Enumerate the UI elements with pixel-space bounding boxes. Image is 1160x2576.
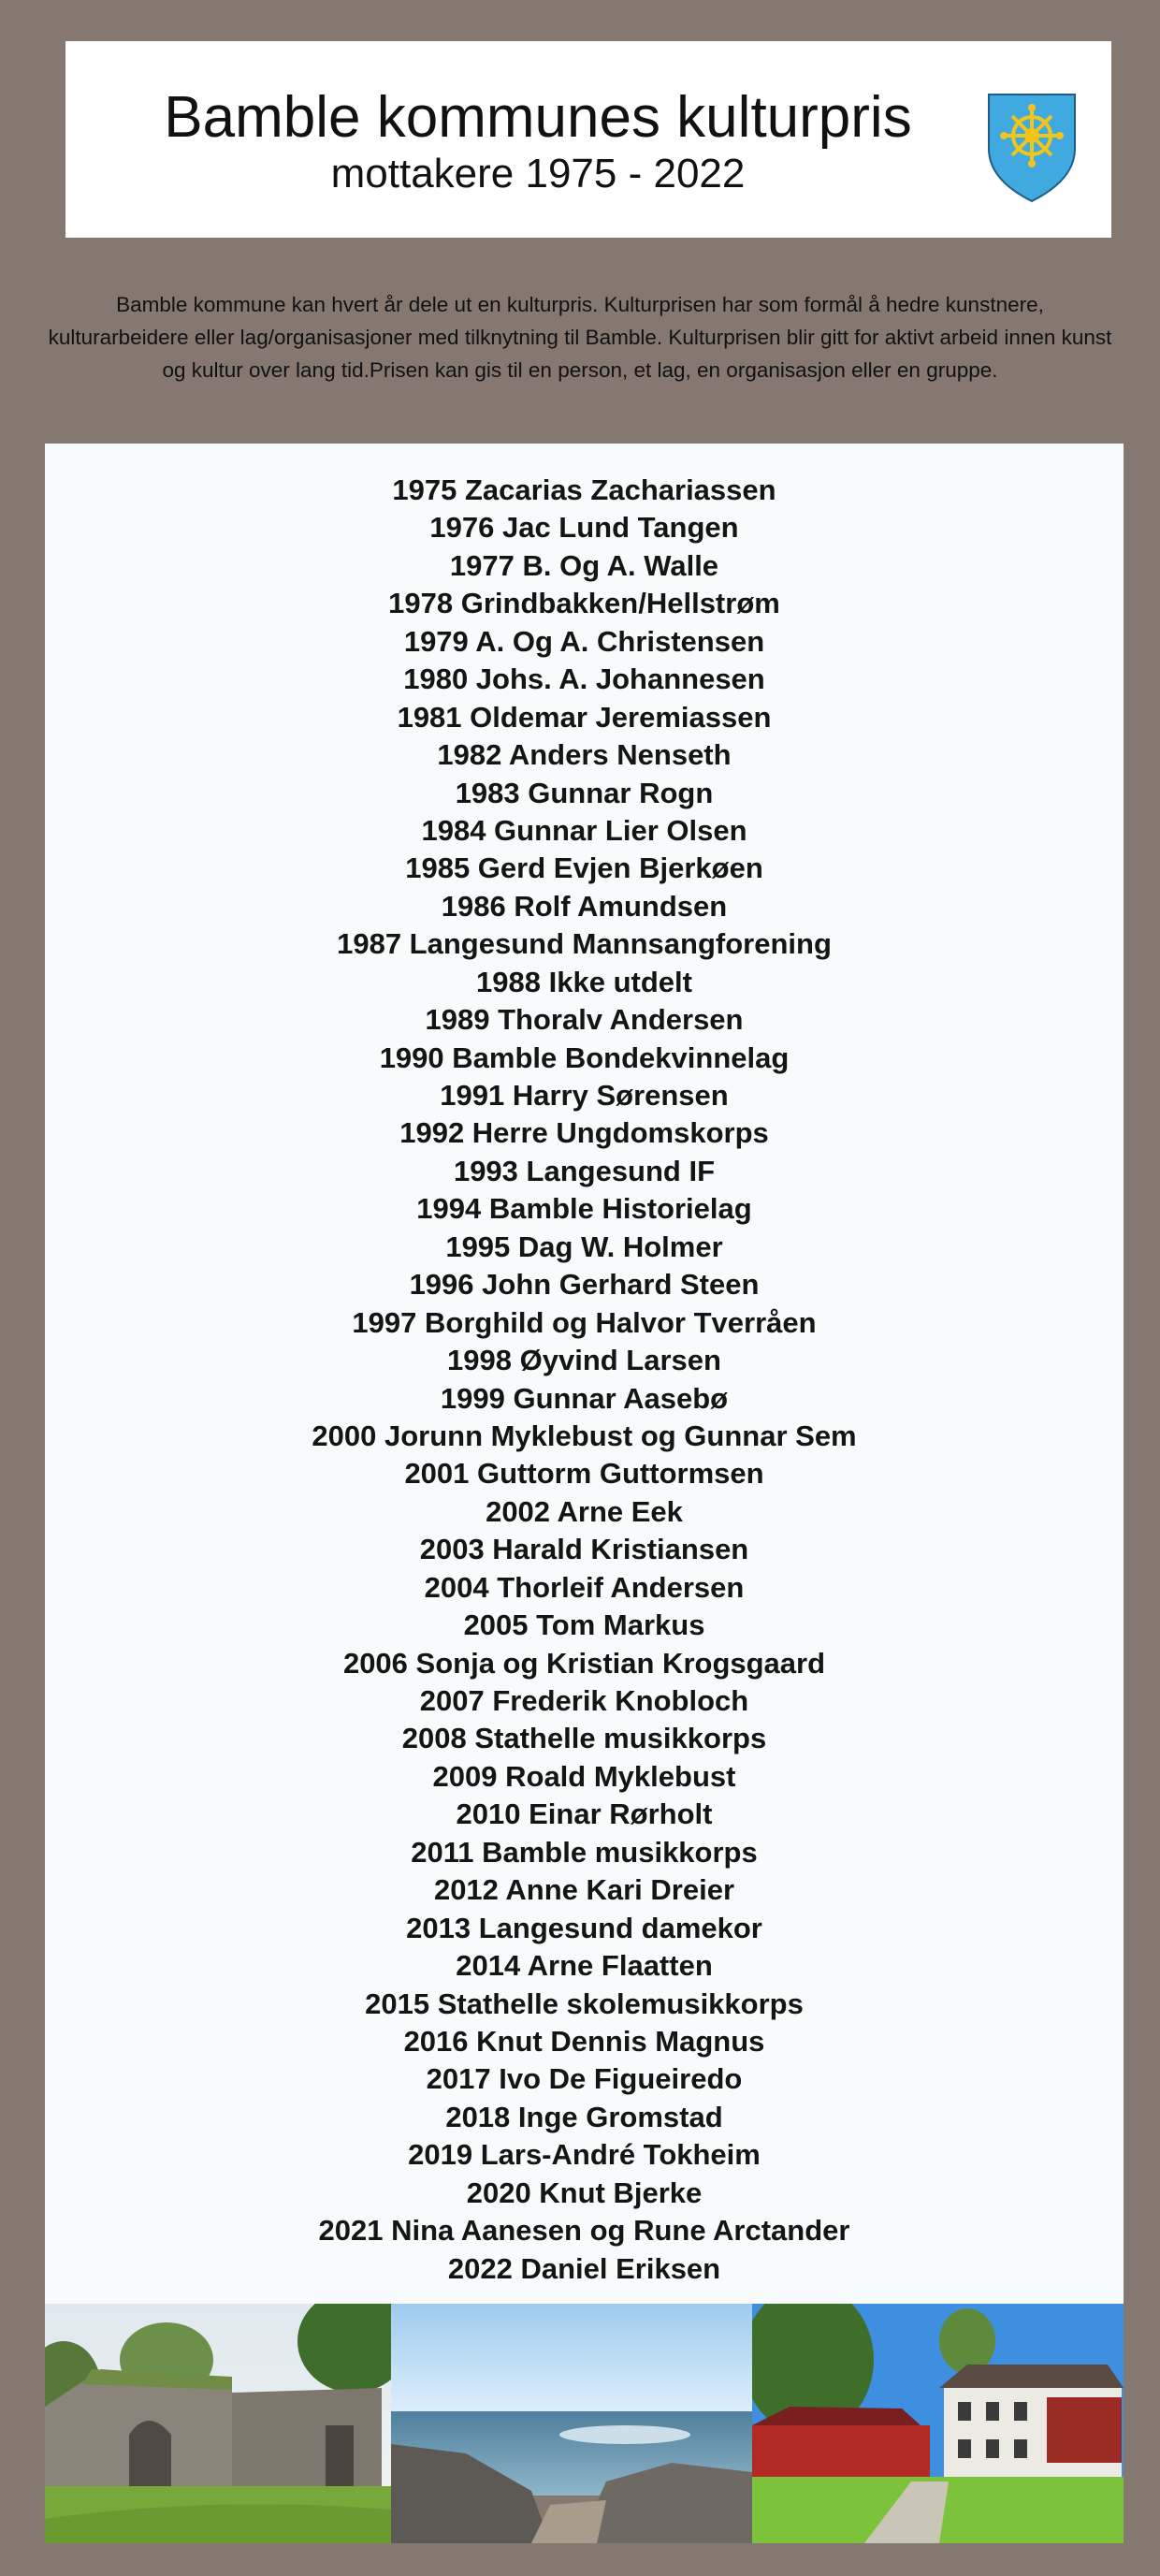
recipient-item: 1995 Dag W. Holmer: [445, 1230, 723, 1263]
recipient-item: 2010 Einar Rørholt: [456, 1797, 713, 1831]
recipient-item: 2004 Thorleif Andersen: [424, 1570, 745, 1604]
recipient-item: 2011 Bamble musikkorps: [411, 1835, 758, 1869]
recipient-item: 2006 Sonja og Kristian Krogsgaard: [342, 1646, 826, 1680]
recipient-item: 2003 Harald Kristiansen: [419, 1533, 749, 1566]
recipient-item: 2013 Langesund damekor: [406, 1911, 762, 1944]
header-card: [65, 41, 1111, 238]
recipient-item: 2007 Frederik Knobloch: [419, 1684, 749, 1717]
recipient-item: 2014 Arne Flaatten: [456, 1949, 713, 1983]
stone-ruin-photo: [45, 2304, 391, 2543]
recipients-panel: [45, 444, 1124, 2306]
recipient-item: 1990 Bamble Bondekvinnelag: [379, 1041, 790, 1074]
recipient-item: 1981 Oldemar Jeremiassen: [397, 700, 772, 734]
recipient-item: 2009 Roald Myklebust: [432, 1759, 736, 1793]
recipient-item: 1994 Bamble Historielag: [416, 1192, 752, 1226]
photo-strip: [45, 2304, 1124, 2543]
recipient-item: 1980 Johs. A. Johannesen: [403, 662, 765, 696]
recipient-item: 2002 Arne Eek: [486, 1494, 683, 1528]
intro-text: Bamble kommune kan hvert år dele ut en kulturpris. Kulturprisen har som formål å hedre kunstnere, kulturarbeidere eller lag/organisasjoner med tilknytning til Bamble. Kulturprisen blir gitt for aktivt arbeid innen kunst og kultur over lang tid.Prisen kan gis til en person, et lag, en organisasjon eller en gruppe.: [48, 293, 1112, 382]
recipient-item: 1978 Grindbakken/Hellstrøm: [388, 587, 780, 620]
recipient-item: 1986 Rolf Amundsen: [441, 889, 728, 923]
recipient-item: 1985 Gerd Evjen Bjerkøen: [405, 851, 763, 885]
recipient-item: 1982 Anders Nenseth: [437, 738, 732, 772]
recipient-item: 1977 B. Og A. Walle: [449, 548, 719, 582]
recipient-item: 2022 Daniel Eriksen: [447, 2251, 721, 2285]
recipient-item: 1993 Langesund IF: [453, 1154, 716, 1187]
coat-of-arms-icon: [987, 93, 1077, 203]
recipient-item: 2021 Nina Aanesen og Rune Arctander: [318, 2214, 850, 2248]
recipient-item: 2012 Anne Kari Dreier: [433, 1873, 735, 1907]
coastline-photo: [391, 2304, 752, 2543]
recipient-item: 2016 Knut Dennis Magnus: [403, 2024, 765, 2058]
recipient-item: 1996 John Gerhard Steen: [409, 1268, 760, 1302]
recipient-item: 2001 Guttorm Guttormsen: [404, 1457, 764, 1491]
recipient-item: 2000 Jorunn Myklebust og Gunnar Sem: [312, 1419, 857, 1452]
farmhouse-photo: [752, 2304, 1124, 2543]
recipient-item: 2018 Inge Gromstad: [445, 2100, 723, 2133]
page-title: Bamble kommunes kulturpris: [164, 85, 912, 150]
recipient-item: 2019 Lars-André Tokheim: [408, 2138, 761, 2172]
recipient-item: 2005 Tom Markus: [463, 1608, 705, 1642]
recipient-item: 1976 Jac Lund Tangen: [429, 511, 739, 545]
recipient-list: [45, 472, 1124, 2288]
recipient-item: 1991 Harry Sørensen: [440, 1079, 729, 1112]
recipient-item: 2015 Stathelle skolemusikkorps: [365, 1987, 804, 2020]
recipient-item: 1987 Langesund Mannsangforening: [337, 927, 832, 961]
recipient-item: 1992 Herre Ungdomskorps: [399, 1116, 769, 1150]
recipient-item: 1989 Thoralv Andersen: [425, 1003, 744, 1037]
recipient-item: 1975 Zacarias Zachariassen: [392, 473, 776, 506]
recipient-item: 1983 Gunnar Rogn: [455, 776, 714, 809]
recipient-item: 1998 Øyvind Larsen: [447, 1344, 721, 1377]
recipient-item: 1997 Borghild og Halvor Tverråen: [352, 1305, 817, 1339]
recipient-item: 1984 Gunnar Lier Olsen: [421, 813, 747, 847]
recipient-item: 1988 Ikke utdelt: [476, 965, 692, 998]
recipient-item: 1999 Gunnar Aasebø: [440, 1381, 729, 1415]
recipient-item: 2008 Stathelle musikkorps: [401, 1722, 767, 1755]
recipient-item: 2020 Knut Bjerke: [466, 2176, 703, 2209]
recipient-item: 2017 Ivo De Figueiredo: [426, 2062, 743, 2096]
recipient-item: 1979 A. Og A. Christensen: [403, 624, 765, 658]
page-subtitle: mottakere 1975 - 2022: [330, 151, 746, 196]
